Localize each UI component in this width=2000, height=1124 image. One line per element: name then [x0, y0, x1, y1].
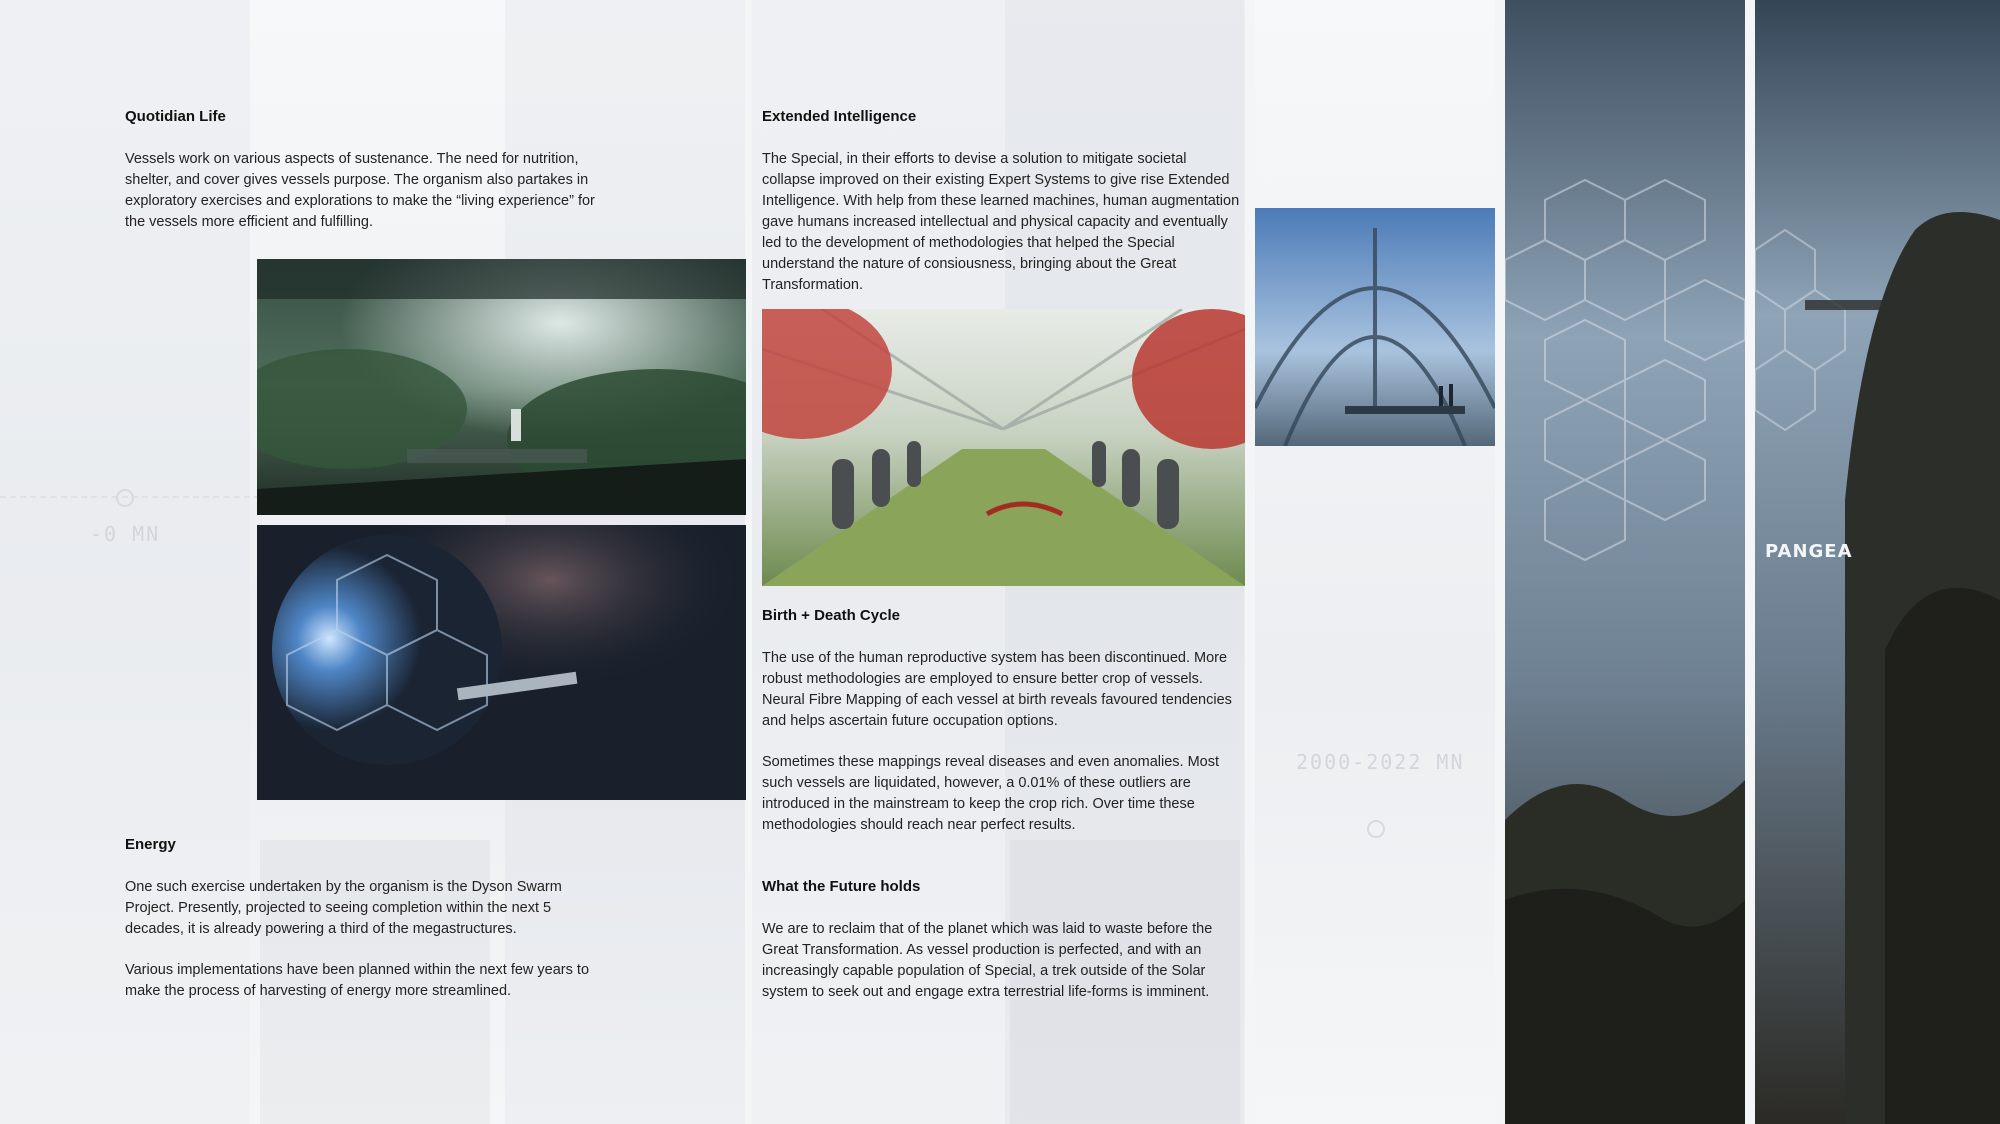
- para-birth-death-2: Sometimes these mappings reveal diseases and even anomalies. Most such vessels are liquidated, however, a 0.01% of these outliers are introduced in the mainstream to keep the crop rich. Over time these methodologies should reach near perfect results.: [762, 754, 1219, 833]
- pangea-label: PANGEA: [1765, 541, 1853, 562]
- image-pangea-panel-right: [1755, 0, 2000, 1124]
- bg-label-right: 2000-2022 MN: [1296, 750, 1465, 774]
- image-forest-greenhouse: [257, 259, 746, 515]
- para-future: We are to reclaim that of the planet which was laid to waste before the Great Transformation. As vessel production is perfected, and with an increasingly capable population of Special, a trek outside of the Solar system to seek out and engage extra terrestrial life-forms is imminent.: [762, 921, 1213, 1000]
- pangea-dome-art-right: [1755, 0, 2000, 1124]
- heading-quotidian-life: Quotidian Life: [125, 108, 226, 125]
- heading-extended-intelligence: Extended Intelligence: [762, 108, 917, 125]
- para-extended-intelligence: The Special, in their efforts to devise a solution to mitigate societal collapse improved on their existing Expert Systems to give rise Extended Intelligence. With help from these learned machines, human augmentation gave humans increased intellectual and physical capacity and eventually led to the development of methodologies that helped the Special understand the nature of consiousness, bringing about the Great Transformation.: [762, 151, 1240, 293]
- vessel-greenhouse-art: [762, 309, 1245, 586]
- para-energy-2: Various implementations have been planned within the next few years to make the process of harvesting of energy more streamlined.: [125, 962, 590, 999]
- image-dyson-swarm: [257, 525, 746, 800]
- heading-future: What the Future holds: [762, 878, 921, 895]
- para-energy-1: One such exercise undertaken by the organism is the Dyson Swarm Project. Presently, projected to seeing completion within the next 5 decades, it is already powering a third of the megastructures.: [125, 879, 562, 937]
- bg-circle-marker: [1367, 820, 1385, 838]
- image-vessel-greenhouse: [762, 309, 1245, 586]
- forest-greenhouse-art: [257, 259, 746, 515]
- para-quotidian-life: Vessels work on various aspects of sustenance. The need for nutrition, shelter, and cover gives vessels purpose. The organism also partakes in exploratory exercises and explorations to make the “living experience” for the vessels more efficient and fulfilling.: [125, 151, 595, 230]
- dome-interior-art: [1255, 208, 1495, 446]
- dyson-swarm-art: [257, 525, 746, 800]
- bg-column-4: [1255, 0, 1495, 1124]
- image-pangea-panel-left: [1505, 0, 1745, 1124]
- bg-label-left: -0 MN: [90, 522, 161, 546]
- para-birth-death-1: The use of the human reproductive system has been discontinued. More robust methodologies are employed to ensure better crop of vessels. Neural Fibre Mapping of each vessel at birth reveals favoured tendencies and helps ascertain future occupation options.: [762, 650, 1232, 729]
- image-dome-interior: [1255, 208, 1495, 446]
- pangea-dome-art-left: [1505, 0, 1745, 1124]
- heading-energy: Energy: [125, 836, 176, 853]
- bg-circle-marker: [116, 489, 134, 507]
- heading-birth-death-cycle: Birth + Death Cycle: [762, 607, 900, 624]
